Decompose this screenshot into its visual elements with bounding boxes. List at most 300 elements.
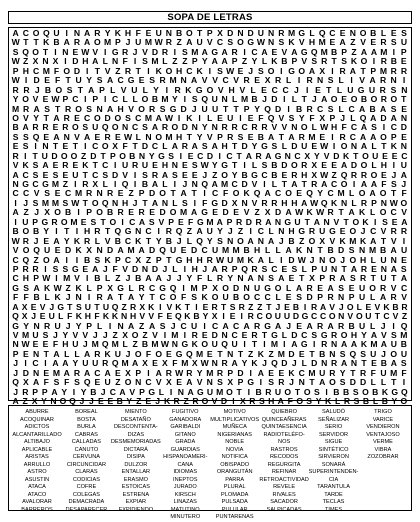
grid-letter: I: [34, 141, 37, 152]
grid-letter: Q: [201, 94, 209, 105]
grid-letter: E: [22, 348, 29, 359]
grid-letter: T: [266, 301, 272, 312]
grid-letter: R: [22, 263, 29, 274]
word-item: SERIO: [324, 424, 343, 430]
grid-letter: D: [281, 358, 288, 369]
grid-letter: U: [54, 320, 61, 331]
grid-letter: O: [340, 330, 348, 340]
grid-letter: B: [381, 396, 389, 407]
grid-letter: X: [52, 56, 59, 67]
grid-letter: H: [196, 254, 203, 265]
grid-letter: Z: [241, 56, 248, 67]
grid-letter: F: [52, 339, 59, 350]
grid-letter: R: [400, 226, 408, 237]
grid-letter: N: [221, 330, 228, 340]
grid-letter: B: [90, 386, 97, 397]
grid-letter: I: [305, 84, 309, 95]
word-item: ARISTAS: [25, 454, 49, 460]
grid-letter: K: [339, 235, 346, 246]
grid-letter: S: [191, 292, 197, 303]
grid-letter: R: [22, 386, 29, 397]
grid-letter: I: [331, 131, 334, 142]
grid-letter: R: [251, 330, 258, 340]
word-item: MIENTO: [125, 409, 147, 415]
grid-letter: A: [360, 179, 368, 189]
grid-letter: C: [180, 320, 187, 331]
grid-letter: C: [301, 330, 308, 340]
grid-letter: O: [400, 197, 408, 208]
grid-letter: A: [339, 273, 346, 284]
grid-letter: A: [211, 263, 218, 274]
grid-letter: Q: [42, 28, 50, 38]
grid-letter: I: [54, 46, 57, 57]
grid-letter: I: [44, 358, 47, 369]
grid-letter: R: [360, 263, 368, 274]
grid-letter: I: [74, 179, 77, 189]
grid-letter: U: [102, 301, 110, 312]
grid-letter: W: [297, 254, 306, 265]
grid-letter: A: [265, 216, 272, 227]
grid-letter: J: [381, 348, 386, 359]
word-item: PLURAL: [223, 484, 246, 490]
grid-letter: C: [109, 386, 116, 397]
grid-letter: N: [62, 46, 69, 57]
grid-letter: U: [170, 245, 177, 256]
grid-letter: V: [39, 301, 46, 312]
grid-letter: W: [42, 273, 51, 284]
grid-letter: O: [169, 207, 177, 218]
grid-letter: L: [271, 179, 278, 189]
grid-letter: H: [291, 197, 298, 208]
grid-letter: N: [241, 197, 248, 208]
grid-letter: B: [271, 160, 278, 171]
grid-letter: O: [379, 188, 387, 199]
grid-letter: W: [316, 207, 325, 218]
grid-letter: O: [296, 396, 304, 407]
grid-letter: R: [231, 122, 238, 133]
grid-letter: W: [11, 37, 20, 48]
grid-letter: I: [287, 103, 290, 114]
grid-letter: M: [349, 235, 357, 246]
grid-letter: T: [304, 216, 310, 227]
grid-letter: R: [23, 84, 30, 95]
grid-letter: M: [287, 28, 296, 38]
grid-letter: R: [291, 169, 298, 180]
grid-letter: C: [32, 65, 40, 76]
grid-letter: E: [329, 37, 336, 48]
grid-letter: C: [254, 292, 261, 303]
grid-letter: M: [190, 282, 198, 293]
grid-letter: H: [117, 103, 124, 114]
grid-letter: Y: [23, 320, 29, 331]
grid-letter: L: [268, 226, 274, 237]
grid-letter: D: [222, 207, 229, 218]
grid-letter: C: [251, 46, 258, 57]
grid-letter: T: [278, 131, 284, 142]
grid-letter: O: [134, 348, 142, 359]
word-item: RECODOS: [269, 454, 299, 460]
grid-letter: S: [22, 141, 29, 152]
grid-letter: S: [159, 320, 166, 331]
grid-letter: O: [346, 301, 354, 312]
grid-letter: A: [12, 301, 19, 312]
grid-letter: S: [278, 37, 285, 48]
grid-letter: C: [92, 141, 99, 152]
grid-letter: I: [163, 330, 167, 340]
grid-letter: I: [72, 386, 76, 397]
grid-letter: Y: [62, 330, 69, 340]
grid-letter: Z: [22, 56, 29, 67]
grid-letter: D: [104, 112, 111, 123]
grid-letter: K: [54, 292, 61, 303]
grid-letter: A: [107, 103, 114, 114]
grid-letter: E: [181, 160, 188, 171]
grid-letter: Y: [251, 56, 258, 67]
grid-letter: W: [320, 141, 329, 152]
grid-letter: A: [380, 103, 387, 114]
grid-letter: A: [380, 292, 387, 303]
grid-letter: R: [107, 188, 114, 199]
grid-letter: Q: [22, 46, 29, 57]
grid-letter: A: [339, 37, 346, 48]
grid-letter: F: [112, 263, 118, 274]
grid-letter: L: [122, 339, 128, 350]
grid-letter: V: [122, 169, 128, 180]
grid-letter: B: [243, 245, 250, 256]
grid-letter: N: [73, 28, 81, 38]
grid-letter: Y: [315, 396, 322, 407]
grid-letter: O: [60, 150, 68, 161]
grid-letter: Y: [41, 396, 47, 407]
grid-letter: V: [329, 235, 336, 246]
grid-letter: A: [53, 112, 60, 123]
grid-letter: P: [92, 94, 99, 105]
grid-letter: M: [337, 188, 345, 199]
grid-letter: A: [390, 245, 397, 256]
grid-letter: B: [372, 386, 379, 397]
grid-letter: A: [370, 46, 378, 57]
grid-letter: K: [381, 386, 389, 397]
grid-letter: Y: [155, 235, 162, 246]
grid-letter: A: [360, 122, 368, 133]
grid-letter: R: [278, 28, 285, 38]
grid-letter: Y: [80, 386, 87, 397]
grid-letter: A: [32, 377, 40, 388]
grid-letter: L: [370, 207, 376, 218]
grid-letter: O: [109, 216, 117, 227]
grid-letter: U: [400, 348, 408, 359]
grid-letter: C: [94, 367, 101, 378]
grid-letter: A: [52, 358, 59, 369]
grid-letter: J: [125, 37, 131, 48]
grid-letter: T: [33, 37, 39, 48]
grid-letter: A: [370, 131, 377, 142]
grid-letter: L: [275, 292, 281, 303]
grid-letter: T: [145, 235, 152, 246]
grid-letter: R: [173, 396, 180, 407]
grid-letter: E: [237, 65, 244, 76]
grid-letter: C: [102, 160, 109, 171]
grid-letter: C: [212, 188, 219, 199]
grid-letter: O: [237, 37, 244, 48]
grid-letter: I: [402, 235, 406, 246]
grid-letter: N: [257, 235, 264, 246]
grid-letter: P: [96, 282, 103, 293]
grid-letter: D: [359, 377, 367, 388]
word-item: ESTRENA: [122, 491, 150, 498]
grid-letter: N: [96, 103, 103, 114]
grid-letter: G: [159, 282, 166, 293]
grid-letter: J: [289, 377, 294, 388]
grid-letter: O: [370, 169, 378, 180]
grid-letter: A: [370, 179, 378, 189]
grid-letter: B: [53, 37, 60, 48]
grid-letter: S: [172, 169, 178, 180]
grid-letter: Z: [237, 226, 244, 237]
grid-letter: U: [319, 226, 326, 237]
grid-letter: C: [282, 84, 289, 95]
grid-letter: P: [291, 56, 298, 67]
grid-letter: S: [349, 273, 356, 284]
grid-letter: R: [82, 179, 89, 189]
grid-letter: S: [311, 56, 318, 67]
grid-letter: K: [135, 235, 142, 246]
word-column: [62, 409, 110, 513]
grid-letter: T: [64, 226, 70, 237]
grid-letter: M: [151, 56, 159, 67]
grid-letter: K: [359, 207, 366, 218]
grid-letter: Z: [248, 348, 254, 359]
grid-letter: O: [171, 122, 179, 133]
grid-letter: D: [281, 160, 288, 171]
grid-letter: P: [62, 94, 69, 105]
grid-letter: Y: [186, 273, 193, 284]
word-item: OBISPADO: [220, 461, 250, 468]
grid-letter: A: [390, 263, 397, 274]
grid-letter: R: [360, 197, 368, 208]
grid-letter: H: [228, 84, 235, 95]
grid-letter: O: [267, 65, 275, 76]
grid-letter: N: [323, 216, 330, 227]
grid-letter: E: [288, 273, 295, 284]
grid-letter: T: [149, 292, 155, 303]
grid-letter: S: [261, 263, 268, 274]
grid-letter: N: [33, 320, 40, 331]
grid-letter: O: [243, 292, 250, 303]
grid-letter: O: [60, 216, 68, 227]
grid-letter: O: [352, 216, 360, 227]
grid-letter: A: [88, 84, 95, 95]
grid-letter: Y: [391, 396, 398, 407]
grid-letter: D: [333, 150, 340, 161]
word-item: REFINAR: [271, 469, 297, 475]
word-item: QUINCEAÑERAS: [261, 416, 307, 423]
grid-letter: P: [371, 197, 377, 208]
grid-letter: H: [301, 169, 308, 180]
grid-letter: V: [217, 84, 224, 95]
grid-letter: S: [42, 330, 49, 340]
grid-letter: K: [288, 367, 295, 378]
word-item: BURLA: [77, 424, 96, 430]
grid-letter: G: [288, 65, 295, 76]
grid-letter: I: [44, 263, 47, 274]
grid-letter: R: [308, 226, 316, 237]
grid-letter: R: [380, 37, 387, 48]
grid-letter: L: [142, 84, 148, 95]
grid-letter: I: [24, 75, 28, 86]
word-item: CODICIAS: [72, 476, 100, 483]
grid-letter: G: [57, 301, 65, 312]
grid-letter: X: [319, 112, 326, 123]
grid-letter: L: [64, 348, 70, 359]
grid-letter: B: [271, 169, 278, 180]
grid-letter: M: [41, 197, 50, 208]
grid-letter: I: [133, 56, 137, 67]
grid-letter: A: [369, 75, 376, 86]
grid-letter: S: [44, 103, 50, 114]
grid-letter: Z: [254, 207, 260, 218]
grid-letter: Q: [22, 254, 30, 265]
grid-letter: Q: [111, 301, 119, 312]
grid-letter: V: [152, 330, 158, 340]
grid-letter: R: [329, 367, 336, 378]
grid-letter: B: [400, 339, 407, 350]
grid-letter: M: [161, 94, 169, 105]
grid-letter: X: [122, 330, 128, 340]
grid-letter: T: [82, 197, 88, 208]
grid-letter: C: [226, 150, 233, 161]
word-item: ABURRE: [25, 409, 49, 415]
grid-letter: I: [372, 56, 376, 67]
grid-letter: A: [257, 254, 264, 265]
word-item: DISIPA: [126, 454, 145, 460]
grid-letter: C: [261, 169, 268, 180]
grid-letter: I: [14, 197, 17, 208]
grid-letter: E: [278, 367, 285, 378]
grid-letter: I: [113, 160, 117, 171]
grid-letter: E: [180, 245, 187, 256]
grid-letter: N: [350, 358, 358, 369]
word-item: QUINTAESENCIA: [261, 424, 307, 430]
grid-letter: N: [112, 56, 119, 67]
grid-row: [11, 114, 409, 123]
grid-letter: O: [91, 197, 99, 208]
grid-letter: Z: [268, 348, 274, 359]
grid-letter: A: [84, 131, 91, 142]
grid-letter: Y: [201, 56, 208, 67]
grid-letter: T: [326, 84, 332, 95]
grid-letter: R: [298, 131, 305, 142]
grid-letter: L: [97, 320, 103, 331]
grid-letter: R: [161, 122, 169, 133]
grid-letter: R: [390, 226, 397, 237]
grid-letter: G: [181, 339, 189, 350]
grid-letter: E: [117, 188, 124, 199]
grid-letter: S: [32, 169, 39, 180]
grid-letter: M: [221, 179, 229, 189]
grid-letter: A: [221, 46, 228, 57]
grid-letter: F: [370, 367, 376, 378]
grid-letter: H: [359, 254, 367, 265]
grid-letter: O: [32, 28, 40, 38]
grid-letter: Z: [182, 56, 188, 67]
grid-letter: M: [127, 245, 135, 256]
grid-letter: J: [401, 179, 407, 189]
word-item: NOBLE: [225, 439, 245, 445]
grid-letter: B: [342, 386, 350, 397]
grid-letter: K: [155, 65, 162, 76]
grid-letter: T: [381, 141, 387, 152]
grid-letter: I: [165, 84, 168, 95]
grid-letter: U: [368, 84, 376, 95]
grid-letter: P: [114, 37, 121, 48]
grid-letter: F: [55, 75, 61, 86]
grid-letter: I: [280, 254, 283, 265]
grid-letter: S: [181, 197, 188, 208]
grid-letter: Z: [62, 179, 69, 189]
grid-letter: S: [311, 330, 318, 340]
grid-letter: L: [104, 273, 111, 284]
grid-letter: J: [340, 112, 346, 123]
grid-letter: L: [102, 179, 108, 189]
grid-letter: Q: [32, 131, 40, 142]
grid-letter: O: [169, 292, 177, 303]
grid-letter: M: [91, 339, 99, 350]
grid-letter: A: [155, 273, 162, 284]
grid-letter: L: [186, 235, 192, 246]
grid-letter: V: [392, 311, 399, 322]
grid-letter: E: [30, 301, 37, 312]
grid-letter: V: [120, 84, 127, 95]
grid-letter: Q: [175, 311, 182, 322]
word-item: SACADOR: [270, 499, 298, 505]
grid-letter: U: [227, 254, 234, 265]
grid-letter: G: [41, 216, 49, 227]
grid-letter: N: [42, 56, 49, 67]
grid-letter: J: [34, 207, 40, 218]
grid-letter: K: [324, 396, 332, 407]
grid-letter: U: [135, 37, 142, 48]
grid-letter: F: [381, 179, 387, 189]
word-item: DESMEMORIADAS: [110, 439, 161, 445]
grid-letter: I: [87, 292, 91, 303]
grid-letter: T: [370, 273, 376, 284]
word-item: CABRAS: [74, 431, 98, 438]
grid-letter: S: [142, 56, 148, 67]
grid-letter: T: [220, 301, 227, 312]
grid-letter: N: [390, 254, 397, 265]
grid-letter: R: [161, 46, 169, 57]
grid-letter: N: [96, 245, 103, 256]
grid-letter: N: [112, 197, 119, 208]
grid-letter: O: [360, 56, 368, 67]
grid-letter: G: [221, 160, 228, 171]
grid-letter: I: [113, 179, 117, 189]
grid-letter: A: [128, 292, 135, 303]
grid-letter: G: [148, 386, 156, 397]
grid-letter: E: [284, 301, 290, 312]
word-item: SALPICADAS: [266, 506, 302, 513]
grid-letter: S: [201, 141, 208, 152]
grid-letter: M: [369, 245, 377, 256]
grid-letter: K: [111, 311, 119, 322]
grid-letter: V: [374, 301, 381, 312]
grid-letter: J: [170, 320, 176, 331]
grid-letter: A: [340, 339, 348, 350]
grid-letter: J: [286, 320, 292, 331]
grid-letter: B: [12, 226, 19, 237]
grid-letter: E: [54, 245, 61, 256]
